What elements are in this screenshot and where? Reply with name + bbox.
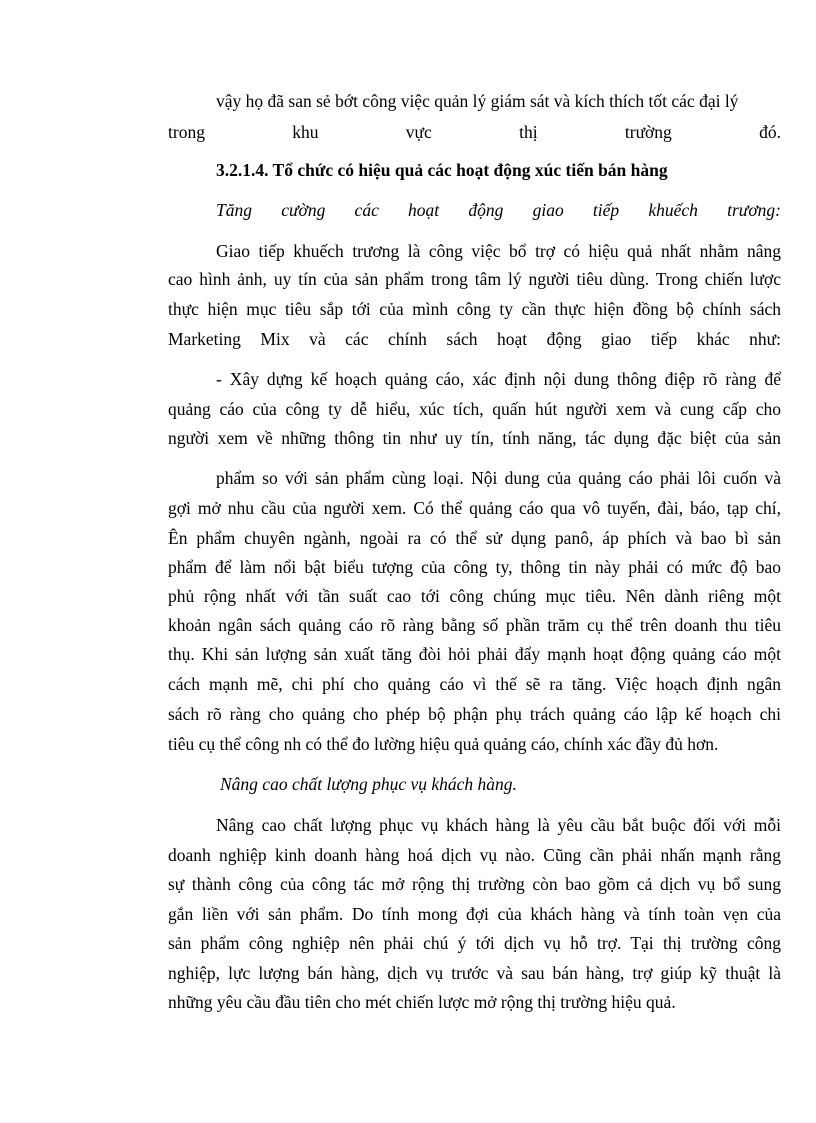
para2-line-12: sách rõ ràng cho quảng cho phép bộ phận phụ trách quảng cáo lập kế hoạch chi xyxy=(168,704,781,724)
para3-line-6: nghiệp, lực lượng bán hàng, dịch vụ trước và sau bán hàng, trợ giúp kỹ thuật là xyxy=(168,963,781,983)
para1-line-3: thực hiện mục tiêu sắp tới của mình công ty cần thực hiện đồng bộ chính sách xyxy=(168,299,781,319)
para2-line-10: thụ. Khi sản lượng sản xuất tăng đòi hỏi phải đẩy mạnh hoạt động quảng cáo một xyxy=(168,644,781,664)
para3-line-5: sản phẩm công nghiệp nên phải chú ý tới dịch vụ hỗ trợ. Tại thị trường công xyxy=(168,933,781,953)
subheading-promotion: Tăng cường các hoạt động giao tiếp khuếch trương: xyxy=(216,200,781,220)
para1-line-2: cao hình ảnh, uy tín của sản phẩm trong tâm lý người tiêu dùng. Trong chiến lược xyxy=(168,269,781,289)
para1-line-4: Marketing Mix và các chính sách hoạt động giao tiếp khác như: xyxy=(168,329,781,349)
para3-line-3: sự thành công của công tác mở rộng thị trường còn bao gồm cả dịch vụ bổ sung xyxy=(168,874,781,894)
para2-line-11: cách mạnh mẽ, chi phí cho quảng cáo vì thế sẽ ra tăng. Việc hoạch định ngân xyxy=(168,674,781,694)
subheading-service: Nâng cao chất lượng phục vụ khách hàng. xyxy=(220,774,517,794)
para2-line-1: - Xây dựng kế hoạch quảng cáo, xác định nội dung thông điệp rõ ràng để xyxy=(216,369,781,389)
para2-line-5: gợi mở nhu cầu của người xem. Có thể quảng cáo qua vô tuyến, đài, báo, tạp chí, xyxy=(168,498,781,518)
para2-line-9: khoản ngân sách quảng cáo rõ ràng bằng số phần trăm cụ thể trên doanh thu tiêu xyxy=(168,615,781,635)
para3-line-1: Nâng cao chất lượng phục vụ khách hàng là yêu cầu bắt buộc đối với mỗi xyxy=(216,815,781,835)
para2-line-7: phẩm để làm nổi bật biểu tượng của công ty, thông tin này phải có mức độ bao xyxy=(168,557,781,577)
para3-line-4: gắn liền với sản phẩm. Do tính mong đợi của khách hàng và tính toàn vẹn của xyxy=(168,904,781,924)
para2-line-2: quảng cáo của công ty dễ hiểu, xúc tích, quấn hút người xem và cung cấp cho xyxy=(168,399,781,419)
para3-line-2: doanh nghiệp kinh doanh hàng hoá dịch vụ nào. Cũng cần phải nhấn mạnh rằng xyxy=(168,845,781,865)
para2-line-8: phủ rộng nhất với tần suất cao tới công chúng mục tiêu. Nên dành riêng một xyxy=(168,586,781,606)
para2-line-13: tiêu cụ thể công nh có thể đo lường hiệu quả quảng cáo, chính xác đầy đủ hơn. xyxy=(168,734,719,754)
para2-line-6: Ên phẩm chuyên ngành, ngoài ra có thể sử dụng panô, áp phích và bao bì sản xyxy=(168,528,781,548)
para3-line-7: những yêu cầu đầu tiên cho mét chiến lược mở rộng thị trường hiệu quả. xyxy=(168,992,676,1012)
para1-line-1: Giao tiếp khuếch trương là công việc bổ trợ có hiệu quả nhất nhằm nâng xyxy=(216,241,781,261)
intro-line-1: vậy họ đã san sẻ bớt công việc quản lý giám sát và kích thích tốt các đại lý xyxy=(216,91,739,111)
intro-line-2: trong khu vực thị trường đó. xyxy=(168,122,781,142)
section-heading: 3.2.1.4. Tổ chức có hiệu quả các hoạt động xúc tiến bán hàng xyxy=(216,160,668,180)
para2-line-4: phẩm so với sản phẩm cùng loại. Nội dung của quảng cáo phải lôi cuốn và xyxy=(216,468,781,488)
para2-line-3: người xem về những thông tin như uy tín, tính năng, tác dụng đặc biệt của sản xyxy=(168,428,781,448)
